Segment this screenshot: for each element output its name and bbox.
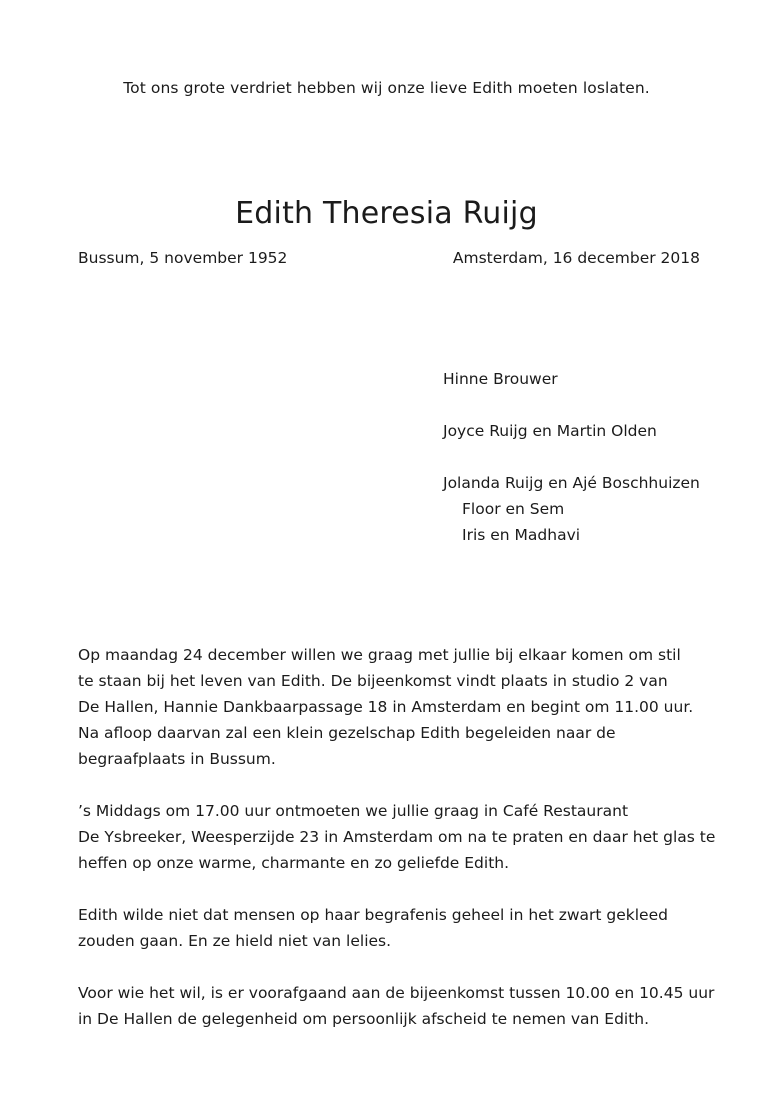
life-dates <box>78 246 700 270</box>
family-group <box>443 418 763 444</box>
text-line: Op maandag 24 december willen we graag met jullie bij elkaar komen om stil <box>78 646 681 664</box>
paragraph-dress <box>78 902 700 954</box>
grandchildren: Iris en Madhavi <box>462 526 581 544</box>
text-line: begraafplaats in Bussum. <box>78 750 276 768</box>
birth-place-date: Bussum, 5 november 1952 <box>78 249 288 267</box>
family-group <box>443 366 763 392</box>
paragraph-gathering <box>78 798 716 876</box>
paragraph-ceremony <box>78 642 700 772</box>
text-line: Na afloop daarvan zal een klein gezelschap Edith begeleiden naar de <box>78 724 616 742</box>
text-line: Edith wilde niet dat mensen op haar begrafenis geheel in het zwart gekleed <box>78 906 668 924</box>
text-line: te staan bij het leven van Edith. De bijeenkomst vindt plaats in studio 2 van <box>78 672 668 690</box>
paragraph-farewell <box>78 980 715 1032</box>
family-group <box>443 470 763 548</box>
deceased-name: Edith Theresia Ruijg <box>235 196 538 231</box>
text-line: zouden gaan. En ze hield niet van lelies. <box>78 932 392 950</box>
family-member: Joyce Ruijg en Martin Olden <box>443 422 657 440</box>
family-list <box>443 366 763 574</box>
death-place-date: Amsterdam, 16 december 2018 <box>452 249 700 267</box>
text-line: in De Hallen de gelegenheid om persoonlijk afscheid te nemen van Edith. <box>78 1010 650 1028</box>
text-line: Voor wie het wil, is er voorafgaand aan de bijeenkomst tussen 10.00 en 10.45 uur <box>78 984 715 1002</box>
ceremony-details <box>78 642 716 1058</box>
text-line: heffen op onze warme, charmante en zo geliefde Edith. <box>78 854 510 872</box>
text-line: De Hallen, Hannie Dankbaarpassage 18 in Amsterdam en begint om 11.00 uur. <box>78 698 694 716</box>
family-member: Jolanda Ruijg en Ajé Boschhuizen <box>443 474 700 492</box>
family-member: Hinne Brouwer <box>443 370 558 388</box>
text-line: De Ysbreeker, Weesperzijde 23 in Amsterdam om na te praten en daar het glas te <box>78 828 716 846</box>
intro-line: Tot ons grote verdriet hebben wij onze lieve Edith moeten loslaten. <box>123 79 650 97</box>
grandchildren: Floor en Sem <box>462 500 565 518</box>
text-line: ’s Middags om 17.00 uur ontmoeten we jullie graag in Café Restaurant <box>78 802 629 820</box>
